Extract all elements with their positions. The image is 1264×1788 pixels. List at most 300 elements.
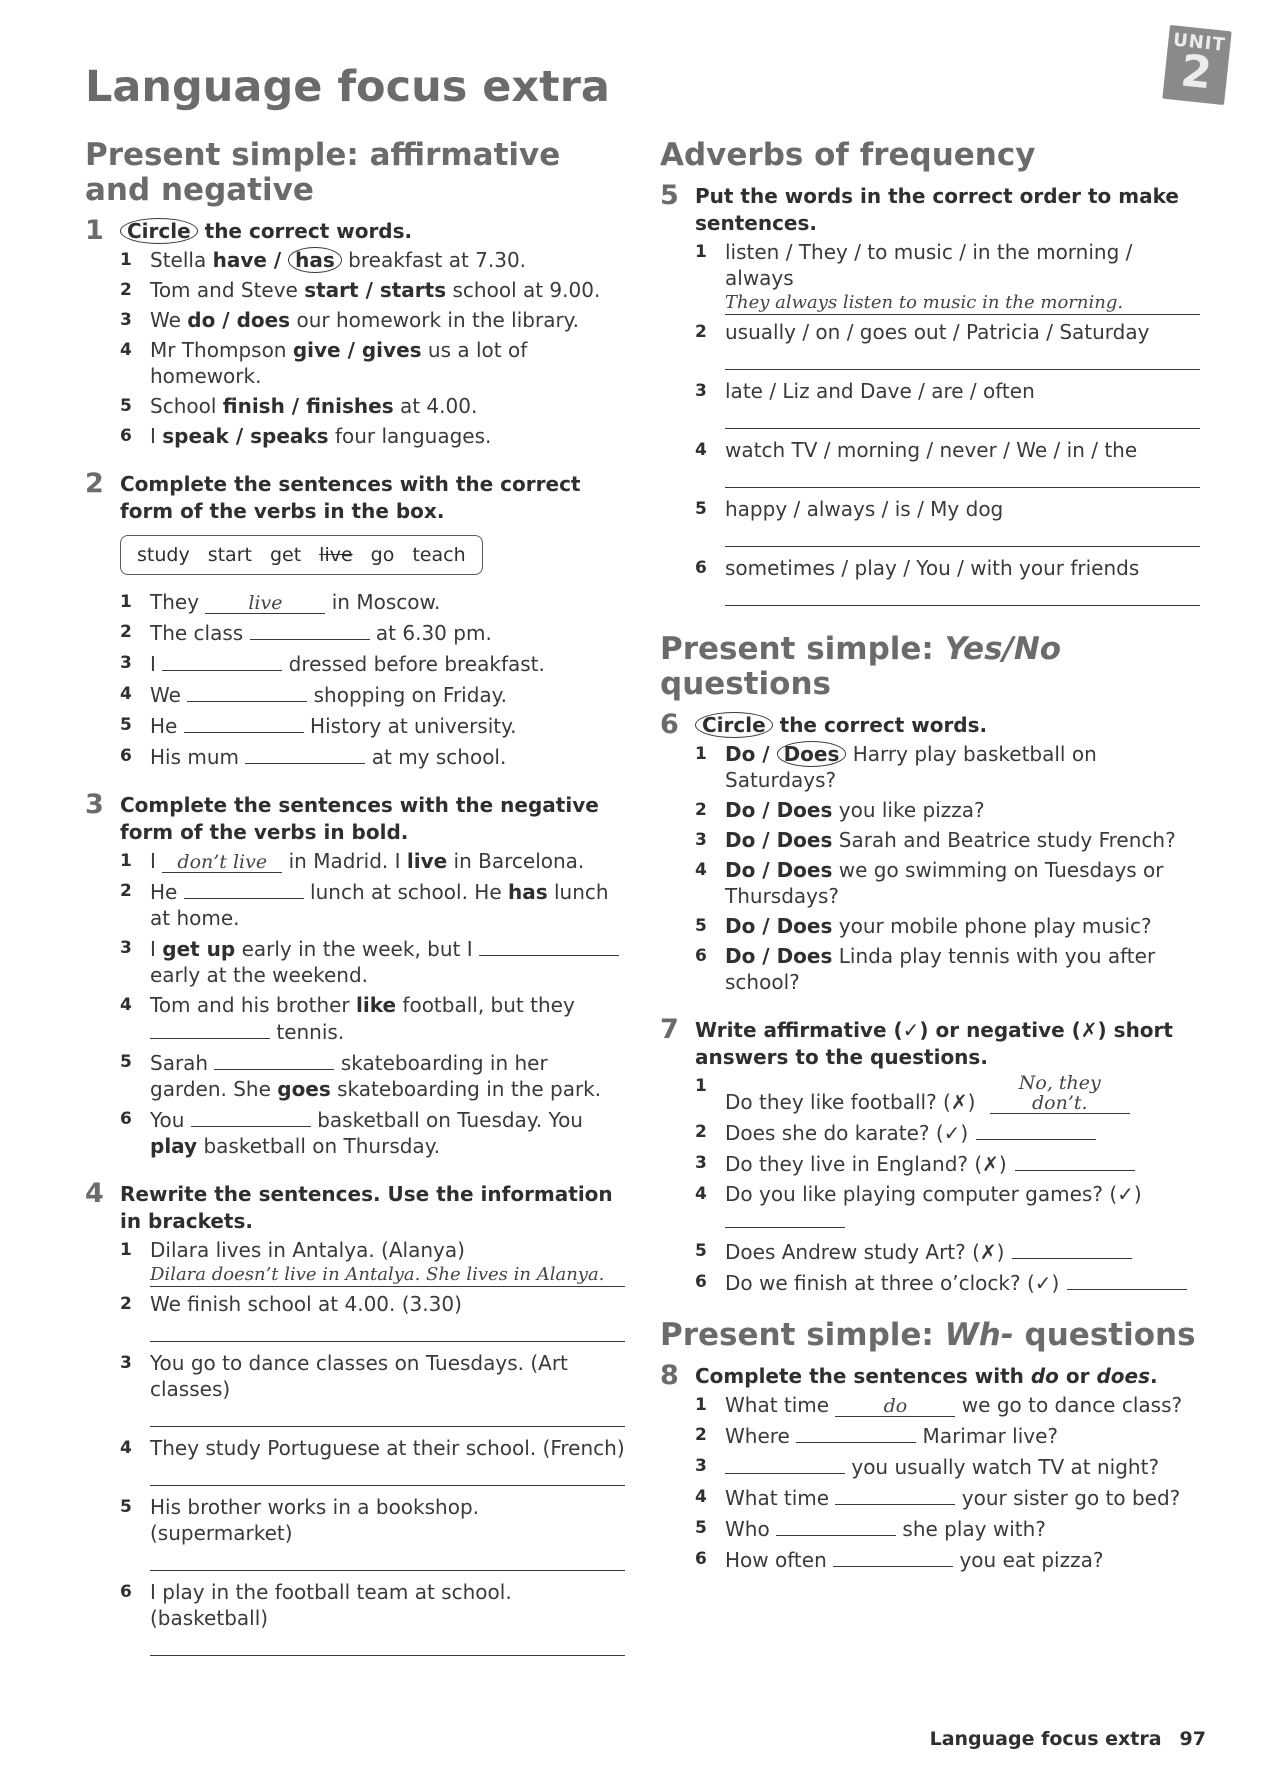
option-1[interactable]: have bbox=[212, 248, 267, 272]
item-text: in Madrid. I bbox=[282, 849, 407, 873]
exercise-number: 1 bbox=[85, 215, 104, 246]
list-item bbox=[85, 1435, 625, 1490]
option-2[interactable]: gives bbox=[361, 338, 422, 362]
list-item bbox=[660, 437, 1200, 492]
right-column bbox=[660, 138, 1200, 1595]
exercise-3 bbox=[85, 789, 625, 1159]
item-number: 4 bbox=[120, 684, 132, 704]
list-item bbox=[660, 857, 1200, 909]
exercise-7 bbox=[660, 1014, 1200, 1296]
item-text: at my school. bbox=[365, 745, 507, 769]
list-item bbox=[660, 1181, 1200, 1234]
item-text: we go to dance class? bbox=[955, 1393, 1183, 1417]
heading-italic-text: Wh- bbox=[944, 1317, 1014, 1353]
exercise-8 bbox=[660, 1360, 1200, 1573]
item-number: 5 bbox=[695, 1241, 707, 1261]
exercise-4-items bbox=[85, 1237, 625, 1660]
exercise-number: 7 bbox=[660, 1014, 679, 1045]
exercise-instruction bbox=[120, 218, 625, 245]
item-number: 5 bbox=[695, 499, 707, 519]
section-heading-affirmative-negative: Present simple: affirmative and negative bbox=[85, 137, 561, 208]
item-number: 2 bbox=[120, 1294, 132, 1314]
answer-blank[interactable] bbox=[976, 1119, 1096, 1140]
answer-blank[interactable] bbox=[214, 1049, 334, 1070]
answer-blank[interactable] bbox=[835, 1484, 955, 1505]
heading-text: questions bbox=[660, 666, 831, 702]
item-text: He bbox=[150, 880, 184, 904]
list-item bbox=[85, 848, 625, 874]
item-text: What time bbox=[725, 1486, 836, 1510]
item-text: she play with? bbox=[896, 1517, 1046, 1541]
item-text: Tom and Steve bbox=[150, 278, 305, 302]
item-number: 6 bbox=[120, 1582, 132, 1602]
option-1[interactable]: give bbox=[292, 338, 341, 362]
separator: / bbox=[215, 308, 237, 332]
answer-line[interactable] bbox=[725, 404, 1200, 429]
exercise-6 bbox=[660, 709, 1200, 995]
item-text: We bbox=[150, 308, 188, 332]
instruction-text: . bbox=[1149, 1364, 1158, 1388]
list-item bbox=[660, 1546, 1200, 1573]
item-number: 6 bbox=[120, 426, 132, 446]
item-text: I play in the football team at school. (basketball) bbox=[150, 1580, 512, 1630]
item-text: skateboarding in her garden. She bbox=[150, 1051, 548, 1101]
item-number: 6 bbox=[695, 1549, 707, 1569]
word-box bbox=[120, 535, 483, 575]
left-column bbox=[85, 138, 625, 1682]
list-item bbox=[660, 943, 1200, 995]
list-item bbox=[660, 1269, 1200, 1296]
item-text: Sarah bbox=[150, 1051, 215, 1075]
item-number: 4 bbox=[120, 340, 132, 360]
item-text: Who bbox=[725, 1517, 777, 1541]
item-number: 5 bbox=[695, 916, 707, 936]
item-text: Do they live in England? (✗) bbox=[725, 1152, 1007, 1176]
exercise-number: 8 bbox=[660, 1360, 679, 1391]
list-item bbox=[85, 935, 625, 988]
answer-line[interactable] bbox=[150, 1631, 625, 1656]
item-number: 4 bbox=[120, 995, 132, 1015]
item-number: 3 bbox=[695, 1456, 707, 1476]
item-text: breakfast at 7.30. bbox=[341, 248, 527, 272]
item-text: usually / on / goes out / Patricia / Saturday bbox=[725, 320, 1150, 344]
item-text: I bbox=[150, 937, 163, 961]
item-text: dressed before breakfast. bbox=[282, 652, 545, 676]
answer-blank[interactable] bbox=[479, 935, 619, 956]
list-item bbox=[85, 1049, 625, 1102]
list-item bbox=[660, 797, 1200, 823]
list-item bbox=[85, 1237, 625, 1287]
section-heading-yes-no bbox=[660, 632, 1200, 702]
list-item bbox=[660, 913, 1200, 939]
separator: / bbox=[755, 828, 777, 852]
footer-title: Language focus extra bbox=[929, 1728, 1162, 1750]
answer-blank[interactable] bbox=[1012, 1238, 1132, 1259]
item-number: 4 bbox=[695, 860, 707, 880]
answer-blank[interactable] bbox=[1015, 1150, 1135, 1171]
page-number: 97 bbox=[1179, 1728, 1206, 1750]
item-number: 1 bbox=[695, 242, 707, 262]
item-text: sometimes / play / You / with your friends bbox=[725, 556, 1140, 580]
item-text: listen / They / to music / in the morning / always bbox=[725, 240, 1133, 290]
option-1[interactable]: speak bbox=[162, 424, 229, 448]
answer-blank[interactable] bbox=[184, 878, 304, 899]
option-1[interactable]: Do bbox=[725, 828, 756, 852]
item-number: 4 bbox=[695, 1184, 707, 1204]
exercise-7-items bbox=[660, 1073, 1200, 1296]
exercise-number: 6 bbox=[660, 709, 679, 740]
list-item bbox=[85, 393, 625, 419]
item-text: Marimar live? bbox=[916, 1424, 1059, 1448]
item-text: You bbox=[150, 1108, 191, 1132]
answer-blank[interactable] bbox=[725, 1453, 845, 1474]
answer-blank[interactable] bbox=[833, 1546, 953, 1567]
option-2-circled[interactable]: has bbox=[288, 247, 342, 273]
list-item bbox=[85, 423, 625, 449]
exercise-instruction: Write affirmative (✓) or negative (✗) short answers to the questions. bbox=[695, 1018, 1173, 1069]
item-text: your sister go to bed? bbox=[955, 1486, 1181, 1510]
option-2[interactable]: starts bbox=[379, 278, 447, 302]
item-text: I bbox=[150, 652, 163, 676]
answer-blank[interactable] bbox=[162, 650, 282, 671]
item-number: 1 bbox=[695, 1076, 707, 1096]
exercise-5-items bbox=[660, 239, 1200, 610]
item-text: They study Portuguese at their school. (French) bbox=[150, 1436, 625, 1460]
option-2-circled[interactable]: Does bbox=[777, 741, 847, 767]
answer-line[interactable] bbox=[150, 1461, 625, 1486]
instruction-text: the correct words. bbox=[197, 219, 413, 243]
answer-blank-filled[interactable]: live bbox=[205, 593, 325, 614]
bold-verb: get up bbox=[162, 937, 236, 961]
item-number: 3 bbox=[695, 1153, 707, 1173]
list-item bbox=[85, 277, 625, 303]
list-item bbox=[85, 712, 625, 739]
item-text: Sarah and Beatrice study French? bbox=[832, 828, 1176, 852]
exercise-8-items bbox=[660, 1392, 1200, 1573]
page-footer bbox=[930, 1728, 1206, 1750]
item-number: 2 bbox=[695, 322, 707, 342]
item-number: 4 bbox=[695, 1487, 707, 1507]
option-2[interactable]: Does bbox=[776, 858, 833, 882]
list-item bbox=[660, 1073, 1200, 1115]
item-text: Do they like football? (✗) bbox=[725, 1090, 976, 1114]
list-item bbox=[85, 1579, 625, 1660]
exercise-3-items bbox=[85, 848, 625, 1159]
item-text: football, but they bbox=[396, 993, 575, 1017]
item-text: Stella bbox=[150, 248, 213, 272]
instruction-bold-word: bold bbox=[351, 820, 401, 844]
list-item bbox=[660, 1453, 1200, 1480]
item-text: in Barcelona. bbox=[447, 849, 585, 873]
item-number: 3 bbox=[120, 938, 132, 958]
item-number: 5 bbox=[120, 396, 132, 416]
bold-verb: has bbox=[508, 880, 548, 904]
item-text: How often bbox=[725, 1548, 834, 1572]
answer-blank[interactable] bbox=[250, 619, 370, 640]
box-word: get bbox=[269, 544, 302, 566]
item-text: at 4.00. bbox=[393, 394, 478, 418]
instruction-text: or bbox=[1058, 1364, 1097, 1388]
separator: / bbox=[284, 394, 307, 418]
item-number: 3 bbox=[120, 1353, 132, 1373]
item-text: Does she do karate? (✓) bbox=[725, 1121, 969, 1145]
answer-blank[interactable] bbox=[1067, 1269, 1187, 1290]
answer-blank[interactable] bbox=[796, 1422, 916, 1443]
exercise-2 bbox=[85, 468, 625, 770]
separator: / bbox=[228, 424, 251, 448]
exercise-5 bbox=[660, 180, 1200, 610]
list-item bbox=[660, 1238, 1200, 1265]
answer-line[interactable] bbox=[150, 1402, 625, 1427]
answer-blank[interactable] bbox=[776, 1515, 896, 1536]
item-text: happy / always / is / My dog bbox=[725, 497, 1004, 521]
item-number: 5 bbox=[120, 715, 132, 735]
item-text: Where bbox=[725, 1424, 797, 1448]
answer-line[interactable] bbox=[725, 581, 1200, 606]
item-number: 6 bbox=[695, 1272, 707, 1292]
item-number: 2 bbox=[120, 280, 132, 300]
item-number: 6 bbox=[120, 1109, 132, 1129]
list-item bbox=[85, 619, 625, 646]
instruction-italic-word: do bbox=[1030, 1364, 1059, 1388]
list-item bbox=[85, 992, 625, 1045]
item-number: 6 bbox=[695, 558, 707, 578]
exercise-instruction bbox=[695, 712, 1200, 739]
exercise-1 bbox=[85, 215, 625, 449]
list-item bbox=[660, 1422, 1200, 1449]
option-2[interactable]: does bbox=[236, 308, 291, 332]
list-item bbox=[85, 743, 625, 770]
box-word: teach bbox=[412, 544, 466, 566]
answer-blank[interactable] bbox=[187, 681, 307, 702]
answer-blank-filled[interactable]: No, they don’t. bbox=[990, 1073, 1130, 1114]
instruction-text: . bbox=[400, 820, 409, 844]
item-text: We finish school at 4.00. (3.30) bbox=[150, 1292, 462, 1316]
bold-verb: play bbox=[150, 1134, 198, 1158]
item-number: 5 bbox=[695, 1518, 707, 1538]
answer-line[interactable] bbox=[150, 1546, 625, 1571]
item-text: I bbox=[150, 424, 163, 448]
item-text: lunch at school. He bbox=[303, 880, 508, 904]
list-item bbox=[660, 1484, 1200, 1511]
item-text: four languages. bbox=[328, 424, 492, 448]
item-number: 2 bbox=[695, 800, 707, 820]
item-text: early in the week, but I bbox=[235, 937, 479, 961]
item-text: at 6.30 pm. bbox=[369, 621, 492, 645]
option-2[interactable]: Does bbox=[776, 798, 833, 822]
item-text: Do you like playing computer games? (✓) bbox=[725, 1182, 1142, 1206]
heading-text: questions bbox=[1013, 1317, 1196, 1353]
answer-line-filled[interactable]: Dilara doesn’t live in Antalya. She lives in Alanya. bbox=[150, 1264, 625, 1287]
list-item bbox=[660, 1150, 1200, 1177]
item-text: School bbox=[150, 394, 223, 418]
exercise-1-items bbox=[85, 247, 625, 449]
answer-blank[interactable] bbox=[245, 743, 365, 764]
list-item bbox=[85, 307, 625, 333]
option-1[interactable]: Do bbox=[725, 742, 756, 766]
item-text: in Moscow. bbox=[325, 590, 441, 614]
list-item bbox=[660, 378, 1200, 433]
answer-blank[interactable] bbox=[150, 1018, 270, 1039]
option-1[interactable]: Do bbox=[725, 914, 756, 938]
item-text: skateboarding in the park. bbox=[330, 1077, 602, 1101]
exercise-2-items bbox=[85, 589, 625, 770]
item-number: 1 bbox=[120, 851, 132, 871]
item-number: 5 bbox=[120, 1052, 132, 1072]
box-word: study bbox=[137, 544, 190, 566]
separator: / bbox=[340, 338, 362, 362]
list-item bbox=[85, 878, 625, 931]
item-text: us a lot of homework. bbox=[150, 338, 528, 388]
section-heading-wh bbox=[660, 1318, 1200, 1353]
answer-blank-filled[interactable]: do bbox=[835, 1396, 955, 1417]
item-text: Does Andrew study Art? (✗) bbox=[725, 1240, 1005, 1264]
page-title: Language focus extra bbox=[85, 62, 610, 112]
item-text: They bbox=[150, 590, 206, 614]
list-item bbox=[660, 319, 1200, 374]
option-2[interactable]: Does bbox=[776, 944, 833, 968]
item-text: lunch at home. bbox=[150, 880, 609, 930]
item-text: What time bbox=[725, 1393, 836, 1417]
circled-word: Circle bbox=[695, 712, 773, 738]
exercise-4 bbox=[85, 1178, 625, 1660]
list-item bbox=[660, 239, 1200, 315]
item-text: Do we finish at three o’clock? (✓) bbox=[725, 1271, 1060, 1295]
item-number: 4 bbox=[695, 440, 707, 460]
list-item bbox=[660, 1515, 1200, 1542]
item-text: History at university. bbox=[303, 714, 517, 738]
item-number: 6 bbox=[120, 746, 132, 766]
answer-line[interactable] bbox=[725, 522, 1200, 547]
box-word: start bbox=[207, 544, 252, 566]
answer-line[interactable] bbox=[725, 345, 1200, 370]
separator: / bbox=[755, 914, 777, 938]
item-text: shopping on Friday. bbox=[307, 683, 508, 707]
item-number: 1 bbox=[120, 1240, 132, 1260]
item-text: Mr Thompson bbox=[150, 338, 293, 362]
item-text: school at 9.00. bbox=[446, 278, 601, 302]
item-text: you eat pizza? bbox=[953, 1548, 1104, 1572]
item-number: 3 bbox=[695, 381, 707, 401]
option-1[interactable]: Do bbox=[725, 944, 756, 968]
item-text: basketball on Tuesday. You bbox=[310, 1108, 583, 1132]
list-item bbox=[85, 681, 625, 708]
item-text: our homework in the library. bbox=[290, 308, 580, 332]
list-item bbox=[85, 650, 625, 677]
instruction-text: Complete the sentences with bbox=[695, 1364, 1031, 1388]
item-text: Dilara lives in Antalya. (Alanya) bbox=[150, 1238, 465, 1262]
option-2[interactable]: finishes bbox=[306, 394, 394, 418]
list-item bbox=[85, 337, 625, 389]
item-text: Harry play basketball on Saturdays? bbox=[725, 742, 1097, 792]
exercise-instruction bbox=[120, 792, 625, 846]
list-item bbox=[660, 555, 1200, 610]
unit-number: 2 bbox=[1178, 45, 1215, 100]
answer-line[interactable] bbox=[150, 1317, 625, 1342]
exercise-6-items bbox=[660, 741, 1200, 995]
bold-verb: live bbox=[406, 849, 448, 873]
item-text: your mobile phone play music? bbox=[832, 914, 1152, 938]
item-number: 2 bbox=[120, 881, 132, 901]
item-text: watch TV / morning / never / We / in / the bbox=[725, 438, 1138, 462]
answer-blank-filled[interactable]: don’t live bbox=[162, 852, 282, 873]
item-number: 1 bbox=[695, 744, 707, 764]
option-1[interactable]: do bbox=[187, 308, 216, 332]
item-text: late / Liz and Dave / are / often bbox=[725, 379, 1035, 403]
item-number: 2 bbox=[120, 622, 132, 642]
list-item bbox=[660, 741, 1200, 793]
item-number: 5 bbox=[120, 1497, 132, 1517]
option-2[interactable]: Does bbox=[776, 914, 833, 938]
bold-verb: goes bbox=[277, 1077, 331, 1101]
option-1[interactable]: finish bbox=[222, 394, 285, 418]
list-item bbox=[660, 1392, 1200, 1418]
list-item bbox=[660, 496, 1200, 551]
list-item bbox=[85, 1350, 625, 1431]
item-text: basketball on Thursday. bbox=[197, 1134, 441, 1158]
answer-blank[interactable] bbox=[191, 1106, 311, 1127]
separator: / bbox=[755, 858, 777, 882]
item-text: tennis. bbox=[270, 1020, 345, 1044]
exercise-number: 5 bbox=[660, 180, 679, 211]
item-text: early at the weekend. bbox=[150, 963, 369, 987]
list-item bbox=[85, 247, 625, 273]
separator: / bbox=[755, 742, 777, 766]
separator: / bbox=[755, 798, 777, 822]
list-item bbox=[660, 827, 1200, 853]
unit-label: UNIT bbox=[1172, 29, 1227, 56]
item-text: We bbox=[150, 683, 188, 707]
item-number: 2 bbox=[695, 1425, 707, 1445]
box-word: go bbox=[370, 544, 395, 566]
item-text: You go to dance classes on Tuesdays. (Art classes) bbox=[150, 1351, 568, 1401]
item-number: 3 bbox=[120, 310, 132, 330]
answer-blank[interactable] bbox=[184, 712, 304, 733]
instruction-italic-word: does bbox=[1096, 1364, 1150, 1388]
option-1[interactable]: Do bbox=[725, 798, 756, 822]
item-text: we go swimming on Tuesdays or Thursdays? bbox=[725, 858, 1164, 908]
instruction-text: Complete the sentences with the negative form of the verbs in bbox=[120, 793, 599, 844]
heading-italic-text: Yes/No bbox=[944, 631, 1062, 667]
item-text: The class bbox=[150, 621, 250, 645]
answer-blank[interactable] bbox=[725, 1207, 845, 1228]
item-text: I bbox=[150, 849, 163, 873]
item-text: Linda play tennis with you after school? bbox=[725, 944, 1156, 994]
circled-word: Circle bbox=[120, 218, 198, 244]
heading-text: Present simple: bbox=[660, 1317, 945, 1353]
item-text: Tom and his brother bbox=[150, 993, 357, 1017]
item-text: He bbox=[150, 714, 184, 738]
list-item bbox=[85, 589, 625, 615]
exercise-instruction: Rewrite the sentences. Use the information in brackets. bbox=[120, 1182, 613, 1233]
option-1[interactable]: start bbox=[304, 278, 359, 302]
list-item bbox=[85, 1291, 625, 1346]
answer-line[interactable] bbox=[725, 463, 1200, 488]
box-word-crossed-out: live bbox=[319, 544, 353, 566]
bold-verb: like bbox=[356, 993, 397, 1017]
exercise-instruction: Put the words in the correct order to make sentences. bbox=[695, 184, 1179, 235]
exercise-number: 3 bbox=[85, 789, 104, 820]
item-text: His mum bbox=[150, 745, 246, 769]
item-number: 1 bbox=[120, 250, 132, 270]
answer-line-filled[interactable]: They always listen to music in the morning. bbox=[725, 292, 1200, 315]
separator: / bbox=[755, 944, 777, 968]
item-number: 4 bbox=[120, 1438, 132, 1458]
heading-text: Present simple: bbox=[660, 631, 945, 667]
option-2[interactable]: speaks bbox=[250, 424, 329, 448]
option-1[interactable]: Do bbox=[725, 858, 756, 882]
option-2[interactable]: Does bbox=[776, 828, 833, 852]
